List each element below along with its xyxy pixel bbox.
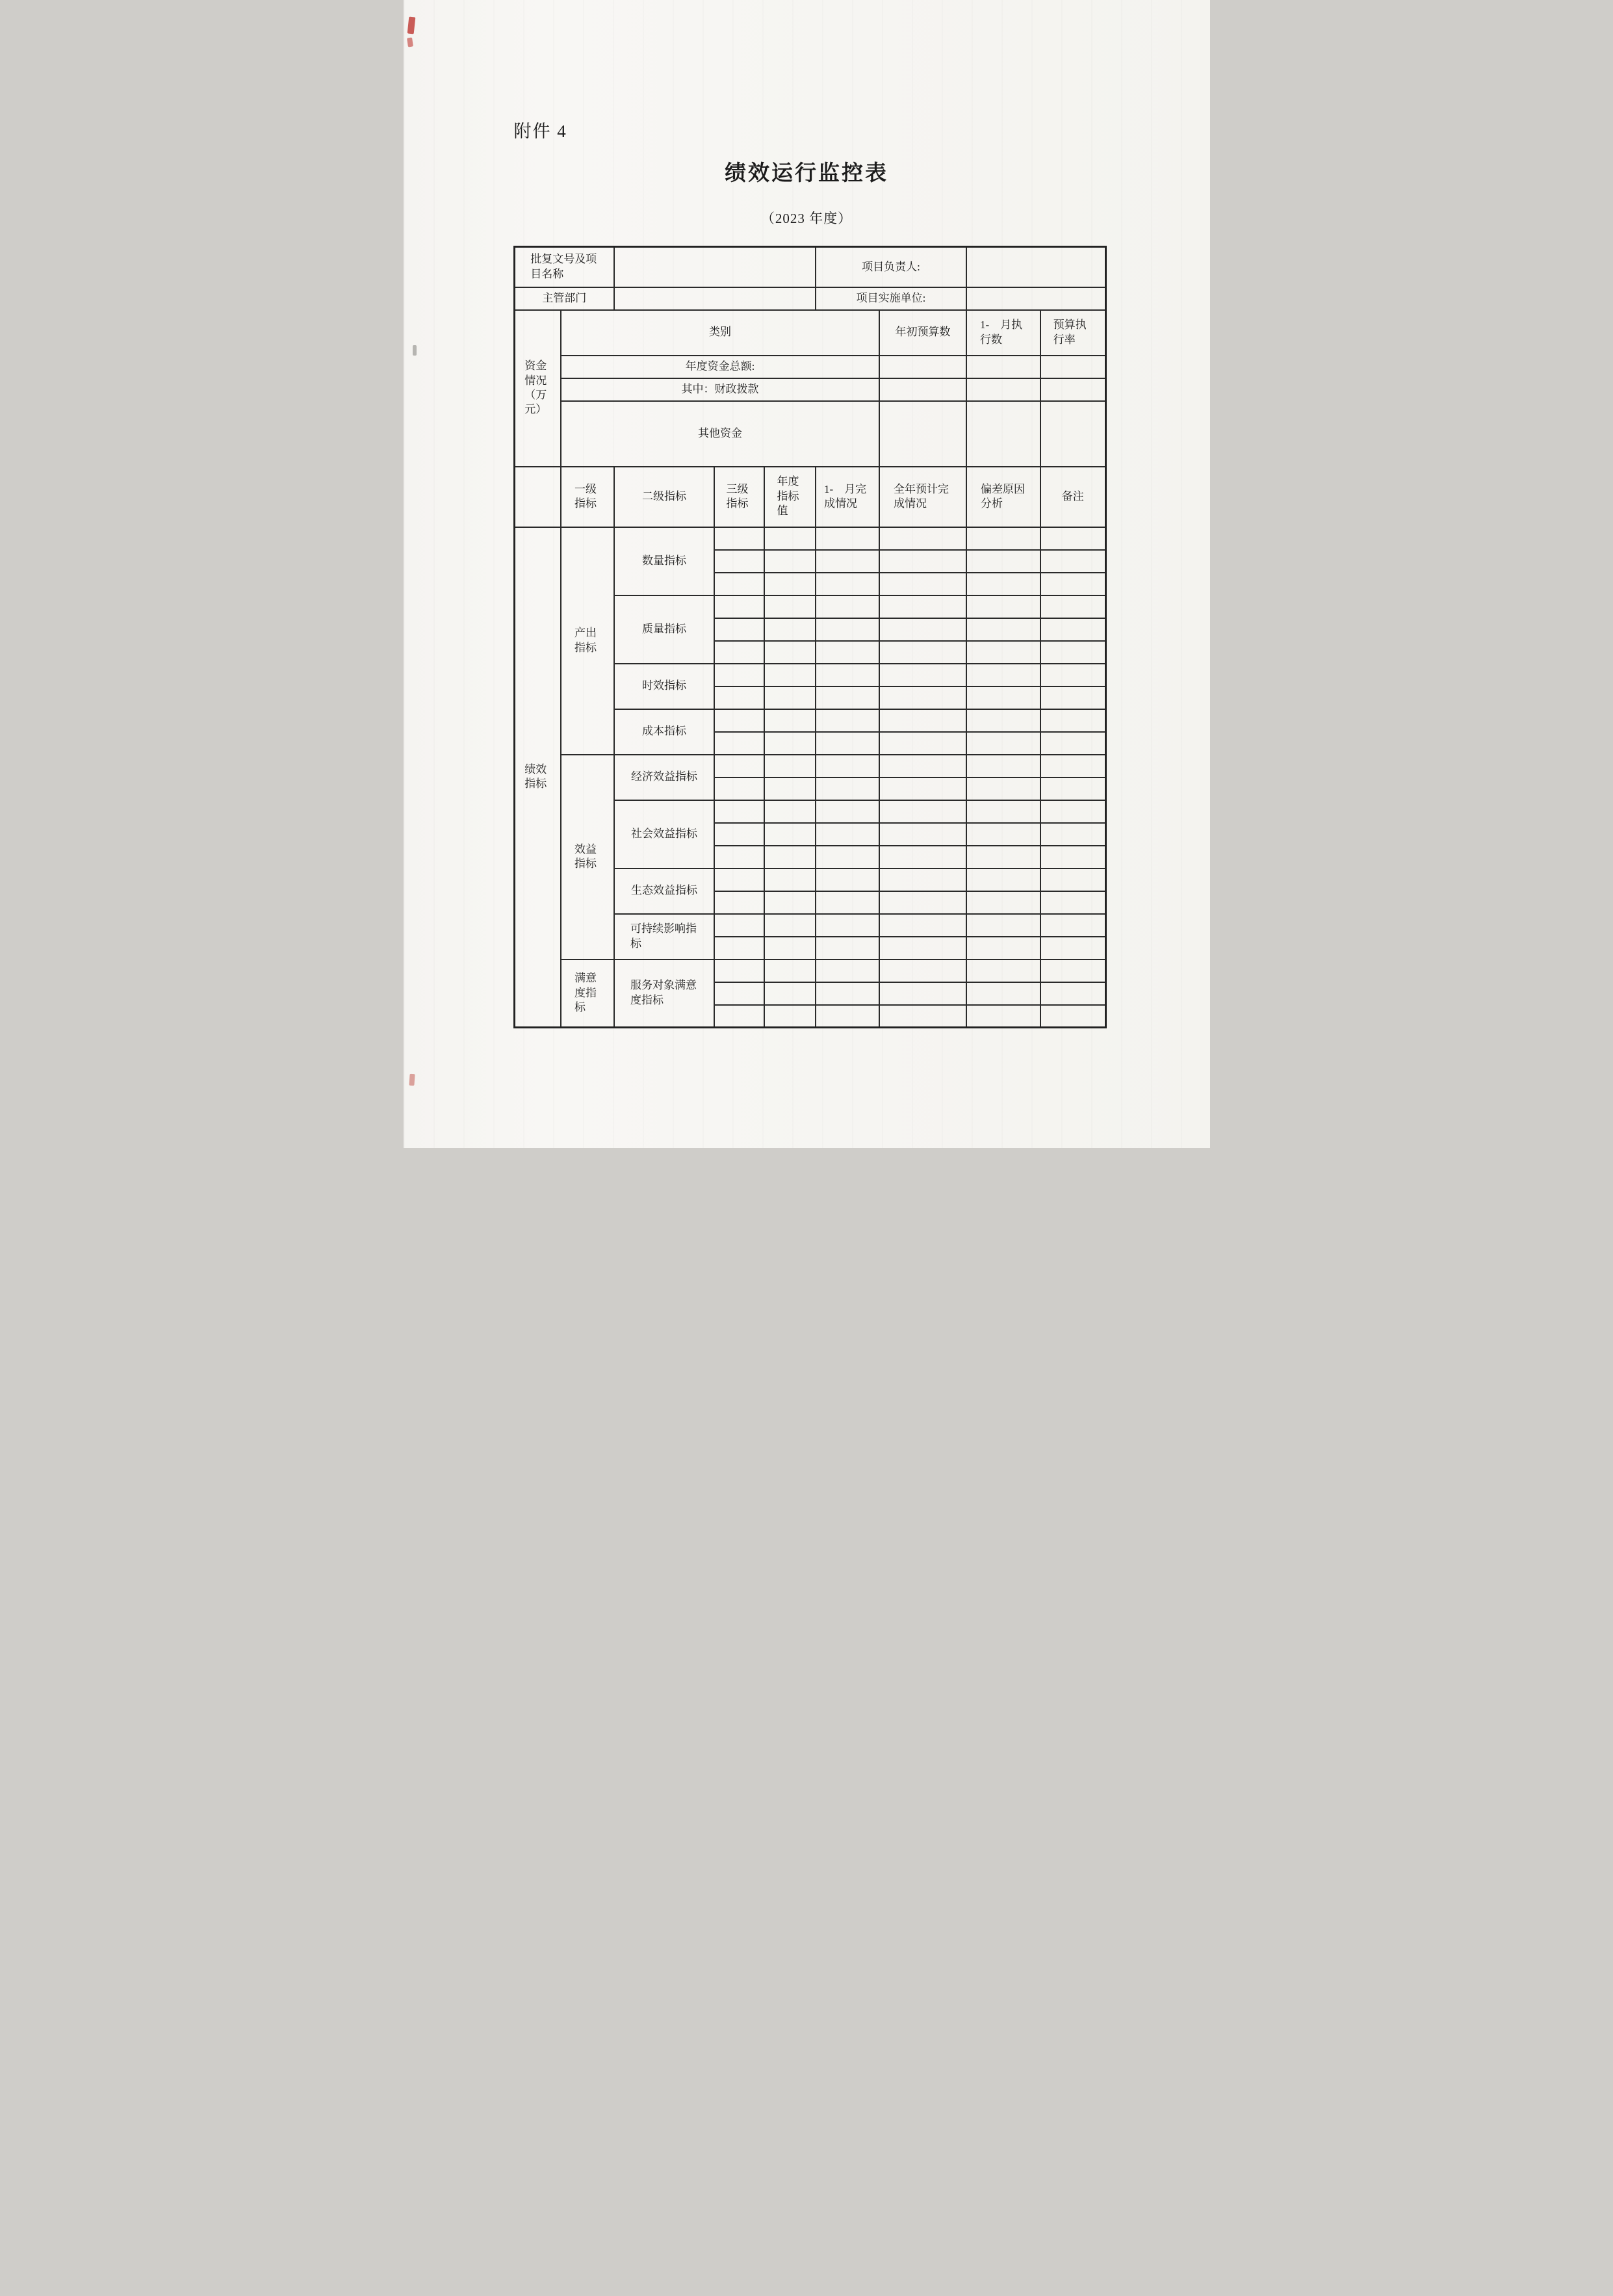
blank-cell xyxy=(816,595,879,618)
blank-cell xyxy=(764,868,816,891)
blank-cell xyxy=(966,868,1040,891)
funds-other-execution-rate-cell xyxy=(1040,401,1105,467)
blank-cell xyxy=(1040,686,1105,709)
blank-cell xyxy=(966,686,1040,709)
funds-category-header: 类别 xyxy=(561,310,879,356)
blank-cell xyxy=(714,777,764,800)
level2-header: 二级指标 xyxy=(614,467,714,527)
project-manager-value-cell xyxy=(966,247,1105,287)
blank-cell xyxy=(714,709,764,732)
blank-cell xyxy=(1040,959,1105,982)
funds-execution-rate-header: 预算执行率 xyxy=(1040,310,1105,356)
blank-cell xyxy=(714,800,764,823)
blank-cell xyxy=(966,959,1040,982)
blank-cell xyxy=(966,891,1040,914)
blank-cell xyxy=(879,1005,966,1028)
funds-initial-budget-header: 年初预算数 xyxy=(879,310,966,356)
blank-cell xyxy=(816,641,879,664)
funds-row-fiscal xyxy=(514,378,1105,401)
blank-cell xyxy=(879,686,966,709)
blank-cell xyxy=(764,777,816,800)
level1-output-label: 产出指标 xyxy=(561,527,614,755)
remarks-header: 备注 xyxy=(1040,467,1105,527)
blank-cell xyxy=(714,527,764,550)
blank-cell xyxy=(764,664,816,686)
level1-benefit-label: 效益指标 xyxy=(561,755,614,959)
blank-cell xyxy=(816,550,879,573)
approval-number-label: 批复文号及项目名称 xyxy=(514,247,614,287)
blank-cell xyxy=(816,527,879,550)
blank-cell xyxy=(879,709,966,732)
blank-cell xyxy=(879,823,966,846)
blank-cell xyxy=(1040,937,1105,959)
indicator-row xyxy=(514,755,1105,777)
approval-number-value-cell xyxy=(614,247,816,287)
blank-cell xyxy=(714,1005,764,1028)
blank-cell xyxy=(816,823,879,846)
blank-cell xyxy=(816,686,879,709)
blank-cell xyxy=(816,937,879,959)
blank-cell xyxy=(1040,800,1105,823)
blank-cell xyxy=(966,777,1040,800)
deviation-header: 偏差原因分析 xyxy=(966,467,1040,527)
funds-section-label: 资金情况（万元） xyxy=(514,310,561,467)
document-subtitle: （2023 年度） xyxy=(760,211,853,226)
blank-cell xyxy=(816,891,879,914)
annual-forecast-header: 全年预计完成情况 xyxy=(879,467,966,527)
blank-cell xyxy=(1040,573,1105,595)
level2-timeliness-label: 时效指标 xyxy=(614,664,714,709)
blank-cell xyxy=(879,982,966,1005)
blank-cell xyxy=(816,868,879,891)
funds-header-row xyxy=(514,310,1105,356)
blank-cell xyxy=(764,823,816,846)
blank-cell xyxy=(714,641,764,664)
blank-cell xyxy=(1040,914,1105,937)
blank-cell xyxy=(764,732,816,755)
blank-cell xyxy=(714,982,764,1005)
blank-cell xyxy=(1040,732,1105,755)
level1-header: 一级指标 xyxy=(561,467,614,527)
blank-cell xyxy=(816,755,879,777)
funds-total-execution-rate-cell xyxy=(1040,356,1105,378)
blank-cell xyxy=(1040,550,1105,573)
blank-cell xyxy=(764,937,816,959)
blank-cell xyxy=(764,1005,816,1028)
blank-cell xyxy=(879,573,966,595)
blank-cell xyxy=(764,982,816,1005)
level2-cost-label: 成本指标 xyxy=(614,709,714,755)
funds-row-total xyxy=(514,356,1105,378)
blank-cell xyxy=(714,664,764,686)
blank-cell xyxy=(1040,709,1105,732)
blank-cell xyxy=(966,527,1040,550)
blank-cell xyxy=(966,823,1040,846)
blank-cell xyxy=(879,755,966,777)
blank-cell xyxy=(879,846,966,868)
blank-cell xyxy=(879,618,966,641)
funds-fiscal-execution-rate-cell xyxy=(1040,378,1105,401)
level2-service-satisfaction-label: 服务对象满意度指标 xyxy=(614,959,714,1028)
blank-cell xyxy=(816,800,879,823)
blank-cell xyxy=(764,914,816,937)
blank-cell xyxy=(1040,595,1105,618)
blank-cell xyxy=(816,618,879,641)
blank-cell xyxy=(764,573,816,595)
funds-total-initial-budget-cell xyxy=(879,356,966,378)
blank-cell xyxy=(764,800,816,823)
blank-cell xyxy=(816,982,879,1005)
blank-cell xyxy=(714,914,764,937)
blank-cell xyxy=(714,891,764,914)
funds-other-label: 其他资金 xyxy=(561,401,879,467)
monitoring-form-table xyxy=(513,246,1107,1028)
blank-cell xyxy=(714,573,764,595)
blank-cell xyxy=(714,937,764,959)
funds-total-jan-execution-cell xyxy=(966,356,1040,378)
implementer-value-cell xyxy=(966,287,1105,310)
blank-cell xyxy=(714,823,764,846)
blank-cell xyxy=(816,777,879,800)
document-title: 绩效运行监控表 xyxy=(725,161,888,185)
blank-cell xyxy=(1040,846,1105,868)
blank-cell xyxy=(714,846,764,868)
blank-cell xyxy=(1040,982,1105,1005)
blank-cell xyxy=(879,527,966,550)
funds-row-other xyxy=(514,401,1105,467)
blank-cell xyxy=(966,709,1040,732)
funds-other-jan-execution-cell xyxy=(966,401,1040,467)
funds-fiscal-jan-execution-cell xyxy=(966,378,1040,401)
blank-cell xyxy=(714,618,764,641)
info-row-approval xyxy=(514,247,1105,287)
funds-other-initial-budget-cell xyxy=(879,401,966,467)
blank-cell xyxy=(1040,891,1105,914)
performance-section-label: 绩效指标 xyxy=(514,527,561,1028)
blank-cell xyxy=(1040,823,1105,846)
level2-ecological-label: 生态效益指标 xyxy=(614,868,714,914)
blank-cell xyxy=(714,550,764,573)
blank-cell xyxy=(1040,755,1105,777)
blank-cell xyxy=(764,527,816,550)
attachment-label: 附件 4 xyxy=(513,122,567,141)
blank-cell xyxy=(816,1005,879,1028)
blank-cell xyxy=(879,732,966,755)
blank-cell xyxy=(966,732,1040,755)
blank-cell xyxy=(714,959,764,982)
blank-cell xyxy=(879,777,966,800)
blank-cell xyxy=(1040,641,1105,664)
blank-cell xyxy=(764,846,816,868)
blank-cell xyxy=(764,891,816,914)
blank-cell xyxy=(879,937,966,959)
blank-cell xyxy=(879,959,966,982)
scan-artifact-red xyxy=(407,17,415,34)
blank-cell xyxy=(879,664,966,686)
annual-target-header: 年度指标值 xyxy=(764,467,816,527)
blank-cell xyxy=(714,595,764,618)
blank-cell xyxy=(816,664,879,686)
blank-cell xyxy=(764,755,816,777)
blank-cell xyxy=(1040,777,1105,800)
level2-quantity-label: 数量指标 xyxy=(614,527,714,595)
blank-cell xyxy=(966,550,1040,573)
blank-cell xyxy=(1040,1005,1105,1028)
indicator-header-row xyxy=(514,467,1105,527)
blank-cell xyxy=(714,686,764,709)
blank-cell xyxy=(816,709,879,732)
blank-cell xyxy=(966,982,1040,1005)
blank-cell xyxy=(714,755,764,777)
funds-total-label: 年度资金总额: xyxy=(561,356,879,378)
blank-cell xyxy=(879,914,966,937)
info-row-department xyxy=(514,287,1105,310)
blank-cell xyxy=(879,595,966,618)
level3-header: 三级指标 xyxy=(714,467,764,527)
level2-quality-label: 质量指标 xyxy=(614,595,714,664)
blank-cell xyxy=(714,732,764,755)
blank-cell xyxy=(1040,527,1105,550)
implementer-label: 项目实施单位: xyxy=(816,287,966,310)
blank-cell xyxy=(966,755,1040,777)
blank-cell xyxy=(1040,868,1105,891)
blank-cell xyxy=(879,868,966,891)
blank-cell xyxy=(966,595,1040,618)
blank-cell xyxy=(966,618,1040,641)
blank-cell xyxy=(764,709,816,732)
blank-cell xyxy=(1040,664,1105,686)
blank-cell xyxy=(966,937,1040,959)
level1-satisfaction-label: 满意度指标 xyxy=(561,959,614,1028)
jan-completion-header: 1- 月完成情况 xyxy=(816,467,879,527)
indicator-row xyxy=(514,959,1105,982)
department-label: 主管部门 xyxy=(514,287,614,310)
blank-cell xyxy=(816,732,879,755)
scan-artifact-gray xyxy=(413,345,417,356)
blank-cell xyxy=(764,550,816,573)
level2-social-label: 社会效益指标 xyxy=(614,800,714,868)
indicator-row xyxy=(514,527,1105,550)
blank-cell xyxy=(816,573,879,595)
blank-cell xyxy=(816,914,879,937)
blank-cell xyxy=(714,868,764,891)
blank-cell xyxy=(816,846,879,868)
blank-cell xyxy=(764,686,816,709)
scan-artifact-red xyxy=(409,1074,415,1086)
blank-cell xyxy=(879,550,966,573)
blank-cell xyxy=(966,846,1040,868)
blank-cell xyxy=(879,891,966,914)
level2-economic-label: 经济效益指标 xyxy=(614,755,714,800)
blank-cell xyxy=(764,959,816,982)
blank-cell xyxy=(816,959,879,982)
blank-cell xyxy=(966,664,1040,686)
blank-cell xyxy=(966,800,1040,823)
project-manager-label: 项目负责人: xyxy=(816,247,966,287)
funds-jan-execution-header: 1- 月执行数 xyxy=(966,310,1040,356)
scanned-document-page xyxy=(404,0,1210,1148)
blank-cell xyxy=(966,1005,1040,1028)
blank-cell xyxy=(764,618,816,641)
blank-cell xyxy=(764,641,816,664)
indicator-header-spacer xyxy=(514,467,561,527)
blank-cell xyxy=(966,641,1040,664)
scan-artifact-red xyxy=(407,38,413,47)
blank-cell xyxy=(879,800,966,823)
department-value-cell xyxy=(614,287,816,310)
blank-cell xyxy=(879,641,966,664)
blank-cell xyxy=(764,595,816,618)
funds-fiscal-initial-budget-cell xyxy=(879,378,966,401)
level2-sustainability-label: 可持续影响指标 xyxy=(614,914,714,959)
blank-cell xyxy=(966,573,1040,595)
blank-cell xyxy=(966,914,1040,937)
funds-fiscal-label: 其中：财政拨款 xyxy=(561,378,879,401)
blank-cell xyxy=(1040,618,1105,641)
